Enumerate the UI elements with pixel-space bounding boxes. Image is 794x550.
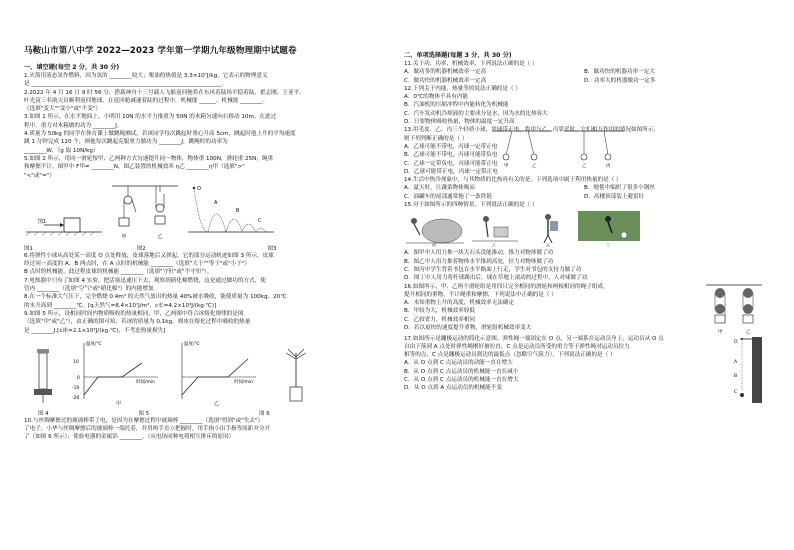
q12-option-a[interactable]: A．0℃的物体不具有内能: [404, 94, 469, 101]
q13-option-d[interactable]: D．乙球可能带正电，丙球一定带正电: [404, 168, 498, 175]
q15-figure-jia: [404, 211, 466, 247]
q15-figure-yi: [470, 211, 520, 247]
q11: 11.关于功、功率、机械效率，下列说法正确的是（ ）: [404, 61, 538, 67]
graph-jia-ylabel: 温度/℃: [86, 341, 102, 347]
question-line: 叶光富三名航天员顺利返回地球。在返回舱减速着陆的过程中，机械能 ______，机械能 ________。: [24, 97, 269, 104]
q17-cont1: 自由下落到 A 点处时弹性绳刚好被拉直，C 点是运动员所受的重力等于弹性绳对运动员拉力: [404, 343, 630, 350]
question-line: （选填"变大""变小"或"不变"）: [24, 106, 101, 113]
question-line: 是 ________J.[c冰=2.1×10³J/(kg·℃)，不考虑热量损失]: [24, 327, 166, 334]
q16-option-c[interactable]: C．乙较省力，机械效率相同: [404, 316, 476, 323]
question-line: 7.电热器中只有了如图 4 实验。把活塞迅速压下去，观察到硝化棉燃烧，这是通过做功的方式，使: [24, 277, 266, 284]
q16: 16.如图所示，甲、乙两个滑轮组是用四只完全相同的滑轮和两根相同的绳子组成，: [404, 283, 609, 290]
q17-text: [404, 335, 722, 405]
question-line: 和摩擦不计。图甲中 F甲= ________N，图乙装置的机械效率 η乙 ________η甲（选填">": [24, 164, 245, 171]
figure-2-label-jia: 甲: [121, 233, 127, 240]
question-line: 4.质量为 50kg 的同学在体育课上做跳绳测试，若该同学每次跳起时重心升高 5cm，跳起时他上升的平均速度: [24, 131, 296, 138]
q16-text: [404, 283, 704, 335]
svg-text:B: B: [734, 373, 738, 379]
question-line: 管内 ________（选填"空气"或"硝化棉"）的内能增加。: [24, 286, 160, 293]
q12-option-c[interactable]: C．汽车发动机冷却液的主要成分是水，因为水的比热容大: [404, 110, 548, 117]
question-line: 了电子。小华与丝绸摩擦后的玻璃棒一端托着，并用两手直立把握时，用手指小出手指等间距并分开: [24, 426, 271, 433]
svg-text:甲: 甲: [718, 329, 723, 335]
svg-text:甲: 甲: [432, 243, 436, 248]
section1-questions-2: [24, 252, 394, 335]
figure-4-piston: [24, 347, 64, 407]
exam-title: 马鞍山市第八中学 2022—2023 学年第一学期九年级物理期中试题卷: [24, 46, 297, 56]
q14: 14.生活中热冷现象中，与其物质的比热容有关的是，下列选项中属于利用热量的是（ ）: [404, 177, 622, 184]
q15-figure-ding: [578, 211, 640, 247]
q16-option-d[interactable]: D．若以更快的速度提升重物，滑轮组机械效率变大: [404, 325, 532, 332]
section1-heading: 一、填空题(每空 2 分，共 30 分): [24, 64, 120, 71]
figure-2-pulleys: [110, 182, 180, 242]
q15: 15.对于如图所示的四种情景，下列说法正确的是（ ）: [404, 202, 538, 209]
svg-text:丙: 丙: [605, 163, 611, 169]
svg-text:乙: 乙: [492, 243, 496, 248]
q13-option-b[interactable]: B．乙球可能不带电，丙球可能带负电: [404, 152, 498, 159]
figures-row-1: [24, 182, 394, 242]
q16-block: [404, 283, 774, 335]
q13: 13.用毛皮、乙、丙三个轻质小球，甲球带正电，将甲与乙、丙靠近时，它们相互作用的情况如图所示，: [404, 127, 660, 134]
q17-option-a[interactable]: A．从 O 点到 C 点运动员的动能一直在增大: [404, 360, 513, 367]
svg-text:甲: 甲: [503, 163, 509, 169]
q12-option-b[interactable]: B．汽油机的压缩冲程中内能转化为机械能: [404, 102, 509, 109]
q16-figure-pulleys: [704, 283, 764, 335]
question-line: ________W，（g 取 10N/kg）: [24, 147, 99, 154]
section1-questions: [24, 72, 394, 180]
q14-option-d[interactable]: D．高楼顶部装上避雷针: [584, 193, 645, 200]
section1-questions-3: [24, 417, 394, 442]
q17-block: [404, 335, 774, 405]
svg-text:丙: 丙: [546, 243, 550, 248]
question-line: 8.在一个标准大气压下，完全燃烧 0.4m³ 的天然气放出的热量 40%被水吸收，能使质量为 100kg、20℃: [24, 294, 287, 301]
svg-text:乙: 乙: [746, 329, 751, 335]
q17-option-b[interactable]: B．从 O 点到 C 点运动员的机械能一直在减小: [404, 368, 519, 375]
graph-yi-caption: 乙: [214, 400, 220, 407]
q13-options: [404, 143, 498, 176]
svg-text:丁: 丁: [606, 243, 610, 248]
question-line: 6.将弹性小球从高处某一高度 O 点处释放，皮球落地后又弹起，它的部分运动轨迹如图 3 所示，皮球: [24, 252, 274, 259]
figure-6-electroscope: [266, 347, 326, 407]
q15-option-a[interactable]: A．图甲中人用力推一块大石头没能推动，推力对物体做了功: [404, 250, 554, 257]
q16-option-a[interactable]: A．未知重物上升的高度，机械效率无法确定: [404, 300, 515, 307]
question-line: 5.如图 2 所示，用同一滑轮按甲、乙两种方式匀速提升同一物体，物体重 100N，滑轮重 25N，绳重: [24, 155, 274, 162]
svg-text:A: A: [734, 359, 738, 365]
caption-fig6: 图 6: [259, 410, 270, 417]
svg-text:-10: -10: [72, 385, 80, 391]
q16-option-b[interactable]: B．甲较为大，机械效率较低: [404, 308, 475, 315]
figure-1-caption: 图1: [38, 218, 47, 225]
question-line: 的水升高到 ________℃。[q天然气=8.4×10⁷J/m³，c水=4.2×10³J/(kg·℃)]: [24, 302, 217, 309]
question-line: 10.与丝绸摩擦过的玻璃棒带了电，是因为在摩擦过程中玻璃棒 ________（选填"得到"或"失去"）: [24, 417, 264, 424]
question-line: 跳 1 分钟完成 120 个，则他每次跳起克服重力做功为 ________J，跳绳时的功率为: [24, 139, 228, 146]
figure-3-label-O: O: [197, 185, 201, 192]
svg-text:0: 0: [77, 375, 80, 381]
svg-text:O: O: [734, 339, 738, 345]
q15-figures: [404, 211, 774, 247]
question-line: （选填"甲"或"乙"），由正确的图可知，若冰的质量为 0.1kg，则冰在熔化过程中吸收的热量: [24, 319, 251, 326]
q13-figure: [488, 129, 628, 169]
question-line: 经过同一高度的 A、B 两点时，在 A 点时的机械能 ________（选填"大于""等于"或"小于"）: [24, 261, 251, 268]
caption-fig4: 图 4: [38, 410, 49, 417]
q16-cont: 提升相同的重物，不计绳重和摩擦，下列说法中正确的是（ ）: [404, 291, 557, 298]
question-line: 1.火箭用液态氢作燃料，因为氢的 ________较大；柴油的热值是 3.3×10⁷J/kg，它表示的物理意义: [24, 73, 268, 79]
q14-option-c[interactable]: C．油罐车的尾部通常拖了一条铁链: [404, 193, 492, 200]
q12: 12.下列关于内能、热量等的说法正确的是（ ）: [404, 85, 521, 92]
question-line: "<"或"="）: [24, 172, 55, 179]
caption-fig3: 图3: [267, 245, 277, 252]
q13-option-a[interactable]: A．乙球可能不带电，丙球一定带正电: [404, 143, 498, 150]
q11-option-a[interactable]: A．做功多的机器机械效率一定高: [404, 69, 487, 76]
section2-heading: 二、单项选择题(每题 3 分，共 30 分): [404, 52, 512, 59]
caption-fig1: 图1: [24, 245, 33, 252]
figure-2-label-yi: 乙: [157, 233, 163, 240]
caption-fig2: 图2: [136, 245, 146, 252]
svg-text:-20: -20: [72, 395, 80, 401]
svg-text:10: 10: [73, 359, 79, 365]
graph-jia-caption: 甲: [116, 400, 122, 407]
figure-5-graph-jia: [70, 337, 162, 407]
q15-option-d[interactable]: D．图丁中人用力将杆球踢出后，球在草地上滚动的过程中，人对球做了功: [404, 275, 588, 282]
figure-captions-row-2: [24, 409, 394, 417]
q14-option-a[interactable]: A．夏天时，让蔬菜物体吸凉: [404, 185, 475, 192]
q12-option-d[interactable]: D．只要物体吸收热量，物体的温度一定升高: [404, 119, 515, 126]
question-line: B 点时的机械能，此过程皮球的机械能 ________（选填"守恒"或"不守恒"）。: [24, 269, 213, 276]
q13-block: [404, 143, 774, 176]
question-line: 3.如图 1 所示，在水平地面上，小明用 10N 的水平力推重为 50N 的木箱匀速向右移动 10m。在此过: [24, 114, 277, 121]
question-line: 2.2022 年 4 月 16 日 9 时 56 分，搭载神舟十三号载人飞船返回舱将在东风着陆场平稳着陆，翟志刚、王亚平、: [24, 89, 305, 96]
graph-jia-xlabel: 时间/min: [136, 379, 156, 385]
svg-text:乙: 乙: [531, 163, 537, 169]
figure-3-ball-trajectory: [186, 182, 276, 242]
q15-figure-bing: [524, 211, 574, 247]
q17-figure-bungee: [722, 335, 766, 405]
figure-captions-row-1: [24, 244, 394, 252]
figure-1-box: [24, 192, 104, 242]
figure-3-label-C: C: [258, 217, 262, 224]
figures-row-2: [24, 337, 394, 407]
q11-option-b[interactable]: B．做功快的机器功率一定大: [584, 69, 655, 76]
q15-option-b[interactable]: B．图乙中人用力推着物体水平推到高处，拉力对物体做了功: [404, 258, 554, 265]
question-line: 9.如图 5 所示，设相同时间内物质吸收的热量相同，甲、乙两图中符合冰熔化规律的是图: [24, 310, 244, 317]
left-column: [24, 60, 394, 442]
q15-option-c[interactable]: C．图丙中学生背着书包在水平路面上行走，学生对书包的支持力做了功: [404, 266, 582, 273]
svg-text:时间/min: 时间/min: [234, 379, 254, 385]
question-line: 了（如图 6 所示），使验电器的金属箔 ________。（从电场同种电荷相互排斥的原因）: [24, 434, 235, 441]
q17: 17.如图所示是蹦极运动的简化示意图。弹性绳一端固定在 O 点，另一端系在运动员身上，运动员从 O 点: [404, 335, 664, 342]
svg-text:温度/℃: 温度/℃: [184, 341, 200, 347]
q17-option-c[interactable]: C．从 O 点到 C 点运动员的机械能一直在增大: [404, 377, 519, 384]
q17-option-d[interactable]: D．从 O 点到 A 点运动员的机械能不变: [404, 385, 502, 392]
question-line: 是 ____________________________________________________________________。: [24, 81, 228, 88]
figure-5-graph-yi: [168, 337, 260, 407]
q17-cont2: 相等的点，C 点是蹦极运动员到达的最低点（忽略空气阻力），下列说法正确的是（ ）: [404, 352, 616, 359]
q14-option-b[interactable]: B．地毯中编织了很多小钢丝: [584, 185, 655, 192]
q13-cont: 则下列判断正确的是（ ）: [404, 135, 468, 142]
svg-text:C: C: [734, 389, 738, 395]
caption-fig5: 图 5: [138, 410, 150, 417]
svg-text:乙: 乙: [581, 163, 587, 169]
right-column: [404, 48, 774, 405]
q11-options: [404, 68, 774, 85]
figure-3-label-A: A: [214, 199, 218, 206]
q11-option-d[interactable]: D．功率大的机器做功一定多: [584, 77, 656, 84]
figure-3-label-B: B: [236, 207, 240, 214]
q14-options: [404, 184, 774, 201]
q13-option-c[interactable]: C．乙球一定带负电，丙球可能带正电: [404, 160, 498, 167]
q11-option-c[interactable]: C．做功快的机器机械效率一定高: [404, 77, 487, 84]
question-line: 程中，重力对木箱做的功为 ________J。: [24, 122, 123, 129]
